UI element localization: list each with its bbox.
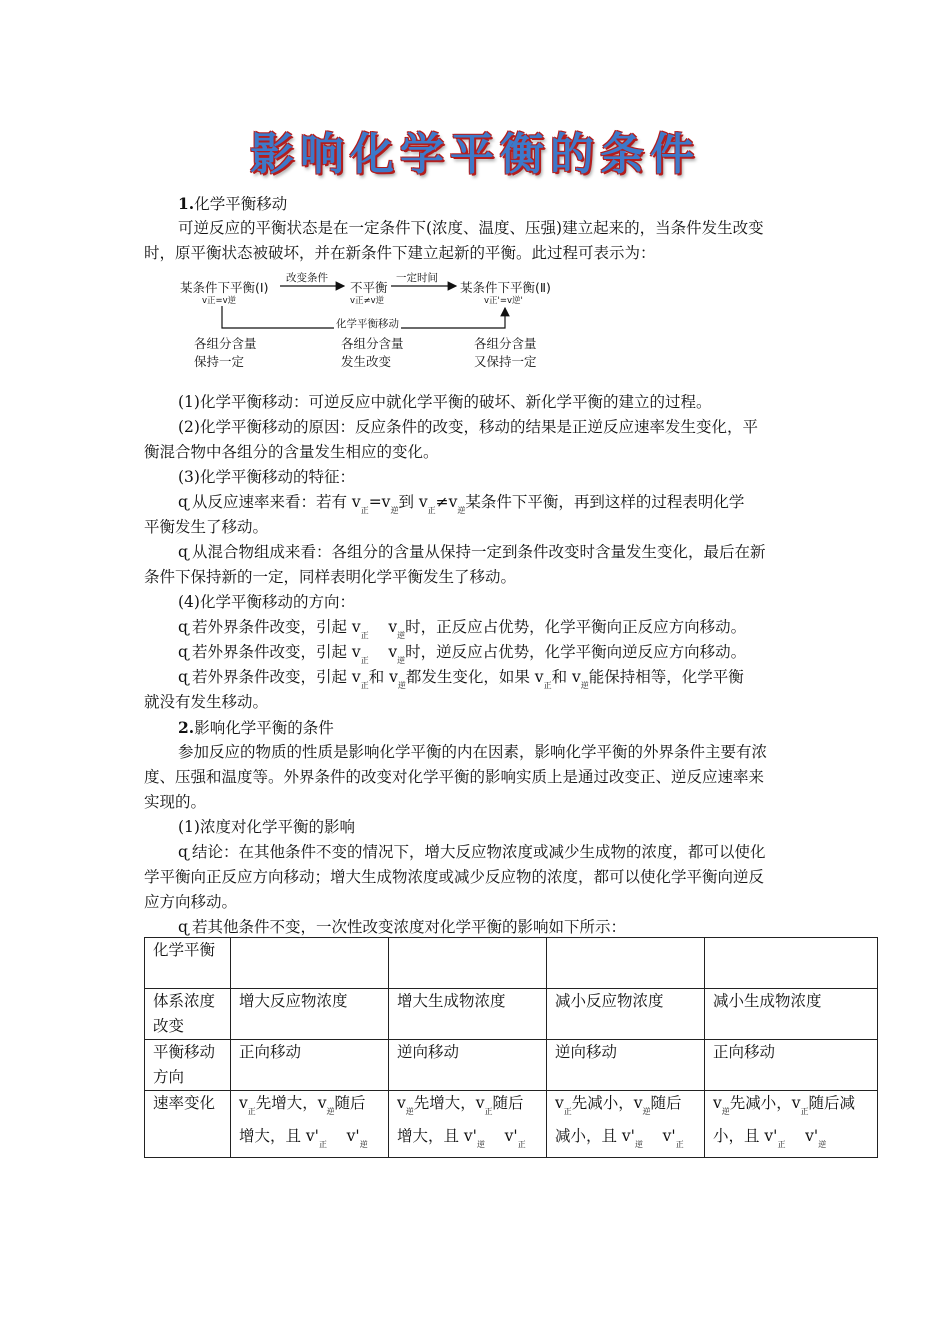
paragraph: (1)化学平衡移动：可逆反应中就化学平衡的破坏、新化学平衡的建立的过程。: [178, 393, 712, 411]
table-cell: $v_正$先增大，$v_逆$随后 增大，且 $v'_正$ $v'_逆$: [231, 1091, 389, 1158]
rate-2: v正≠v逆: [350, 296, 385, 306]
rate-3: v正'=v逆': [484, 296, 523, 306]
table-cell: [231, 938, 389, 989]
table-row: [145, 938, 878, 989]
table-cell: 速率变化: [145, 1091, 231, 1158]
arrow-label-2: 一定时间: [396, 272, 438, 284]
note-2-line-2: 发生改变: [341, 354, 392, 369]
table-cell: 体系浓度 改变: [145, 989, 231, 1040]
list-item: ɋ 若外界条件改变，引起 $v_正$ $v_逆$时，逆反应占优势，化学平衡向逆反应方向移动。: [144, 640, 808, 665]
table-cell: 增大生成物浓度: [389, 989, 547, 1040]
rate-1: v正=v逆: [202, 296, 237, 306]
bullet-icon: ɋ: [178, 493, 188, 511]
paragraph: (1)浓度对化学平衡的影响: [178, 818, 355, 836]
list-item: ɋ 若外界条件改变，引起 $v_正$和 $v_逆$都发生变化，如果 $v_正$和 $v_逆$能保持相等，化学平衡: [144, 665, 808, 690]
body-text: [144, 390, 808, 940]
table-cell: [547, 938, 705, 989]
bullet-icon: ɋ: [178, 668, 188, 686]
list-item: ɋ 结论：在其他条件不变的情况下，增大反应物浓度或减少生成物的浓度，都可以使化: [144, 840, 808, 865]
note-1-line-2: 保持一定: [194, 354, 245, 369]
table-cell: [705, 938, 878, 989]
paragraph: 可逆反应的平衡状态是在一定条件下(浓度、温度、压强)建立起来的，当条件发生改变: [178, 219, 764, 237]
note-1-line-1: 各组分含量: [194, 336, 257, 351]
arrow-label-1: 改变条件: [286, 272, 328, 284]
list-item: ɋ 若外界条件改变，引起 $v_正$ $v_逆$时，正反应占优势，化学平衡向正反应方向移动。: [144, 615, 808, 640]
bullet-icon: ɋ: [178, 918, 188, 936]
table-cell: 减小反应物浓度: [547, 989, 705, 1040]
table-row: [145, 989, 878, 1040]
note-3-line-1: 各组分含量: [474, 336, 537, 351]
note-2-line-1: 各组分含量: [341, 336, 404, 351]
list-item: ɋ 从反应速率来看：若有 $v_正=v_逆$到 $v_正\ne v_逆$某条件下平衡，再到这样的过程表明化学: [144, 490, 808, 515]
list-item: ɋ 从混合物组成来看：各组分的含量从保持一定到条件改变时含量发生变化，最后在新: [144, 540, 808, 565]
paragraph: 应方向移动。: [144, 893, 238, 911]
table-cell: $v_逆$先增大，$v_正$随后 增大，且 $v'_逆$ $v'_正$: [389, 1091, 547, 1158]
paragraph: 条件下保持新的一定，同样表明化学平衡发生了移动。: [144, 568, 517, 586]
table-cell: 减小生成物浓度: [705, 989, 878, 1040]
paragraph: (2)化学平衡移动的原因：反应条件的改变，移动的结果是正逆反应速率发生变化，平: [178, 418, 758, 436]
bullet-icon: ɋ: [178, 843, 188, 861]
paragraph: 学平衡向正反应方向移动；增大生成物浓度或减少反应物的浓度，都可以使化学平衡向逆反: [144, 868, 765, 886]
section-2-heading: 2.影响化学平衡的条件: [178, 718, 334, 737]
table-cell: 化学平衡: [145, 938, 231, 989]
note-3-line-2: 又保持一定: [474, 354, 537, 369]
section-heading: 化学平衡移动: [194, 195, 288, 213]
table-cell: $v_正$先减小，$v_逆$随后 减小，且 $v'_逆$ $v'_正$: [547, 1091, 705, 1158]
table-row: [145, 1040, 878, 1091]
bullet-icon: ɋ: [178, 543, 188, 561]
paragraph: 时，原平衡状态被破坏，并在新条件下建立起新的平衡。此过程可表示为：: [144, 244, 656, 262]
paragraph: (4)化学平衡移动的方向：: [178, 593, 355, 611]
table-row: [145, 1091, 878, 1158]
table-cell: 逆向移动: [389, 1040, 547, 1091]
paragraph: 就没有发生移动。: [144, 693, 269, 711]
paragraph: 参加反应的物质的性质是影响化学平衡的内在因素，影响化学平衡的外界条件主要有浓: [178, 743, 768, 761]
section-1: [144, 191, 808, 266]
paragraph: (3)化学平衡移动的特征：: [178, 468, 355, 486]
paragraph: 度、压强和温度等。外界条件的改变对化学平衡的影响实质上是通过改变正、逆反应速率来: [144, 768, 765, 786]
list-item: ɋ 若其他条件不变，一次性改变浓度对化学平衡的影响如下所示：: [144, 915, 808, 940]
table-cell: [389, 938, 547, 989]
state-3: 某条件下平衡(Ⅱ): [460, 280, 551, 295]
equilibrium-shift-diagram: [176, 270, 576, 375]
paragraph: 平衡发生了移动。: [144, 518, 269, 536]
bullet-icon: ɋ: [178, 618, 188, 636]
table-cell: $v_逆$先减小，$v_正$随后减 小，且 $v'_正$ $v'_逆$: [705, 1091, 878, 1158]
table-cell: 平衡移动 方向: [145, 1040, 231, 1091]
table-cell: 逆向移动: [547, 1040, 705, 1091]
bullet-icon: ɋ: [178, 643, 188, 661]
table-cell: 正向移动: [231, 1040, 389, 1091]
arrow-label-shift: 化学平衡移动: [336, 318, 399, 330]
table-cell: 增大反应物浓度: [231, 989, 389, 1040]
paragraph: 衡混合物中各组分的含量发生相应的变化。: [144, 443, 439, 461]
page-title: 影响化学平衡的条件: [250, 129, 700, 180]
paragraph: 实现的。: [144, 793, 207, 811]
table-cell: 正向移动: [705, 1040, 878, 1091]
state-1: 某条件下平衡(Ⅰ): [180, 280, 269, 295]
concentration-effect-table: [144, 937, 878, 1158]
section-number: 1.: [178, 194, 195, 213]
state-2: 不平衡: [350, 280, 388, 295]
